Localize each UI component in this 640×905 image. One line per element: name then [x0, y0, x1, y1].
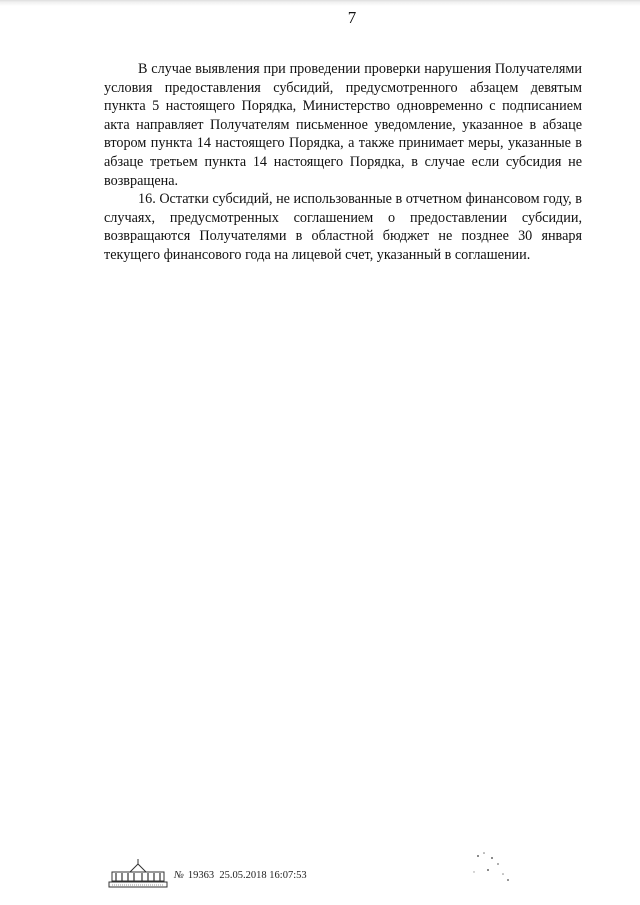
scan-top-edge: [0, 0, 640, 10]
stamp-mark-icon: [448, 842, 528, 892]
registration-stamp-text: [174, 870, 307, 881]
page-number: 7: [347, 8, 357, 27]
paragraph-violation: В случае выявления при проведении проверки нарушения Получателями условия предоставления субсидий, предусмотренного абзацем девятым пункта 5 настоящего Порядка, Министерство одновременно с подписанием акта направляет Получателям письменное уведомление, указанное в абзаце втором пункта 14 настоящего Порядка, а также принимает меры, указанные в абзаце третьем пункта 14 настоящего Порядка, в случае если субсидия не возвращена.: [104, 61, 582, 189]
number-symbol: №: [174, 870, 184, 881]
document-body: [104, 60, 582, 265]
registration-datetime: 25.05.2018 16:07:53: [219, 870, 307, 881]
registration-number: 19363: [187, 870, 215, 881]
paragraph-16: 16. Остатки субсидий, не использованные в отчетном финансовом году, в случаях, предусмотренных соглашением о предоставлении субсидии, возвращаются Получателями в областной бюджет не позднее 30 января текущего финансового года на лицевой счет, указанный в соглашении.: [104, 191, 582, 263]
building-emblem-icon: [108, 858, 168, 888]
